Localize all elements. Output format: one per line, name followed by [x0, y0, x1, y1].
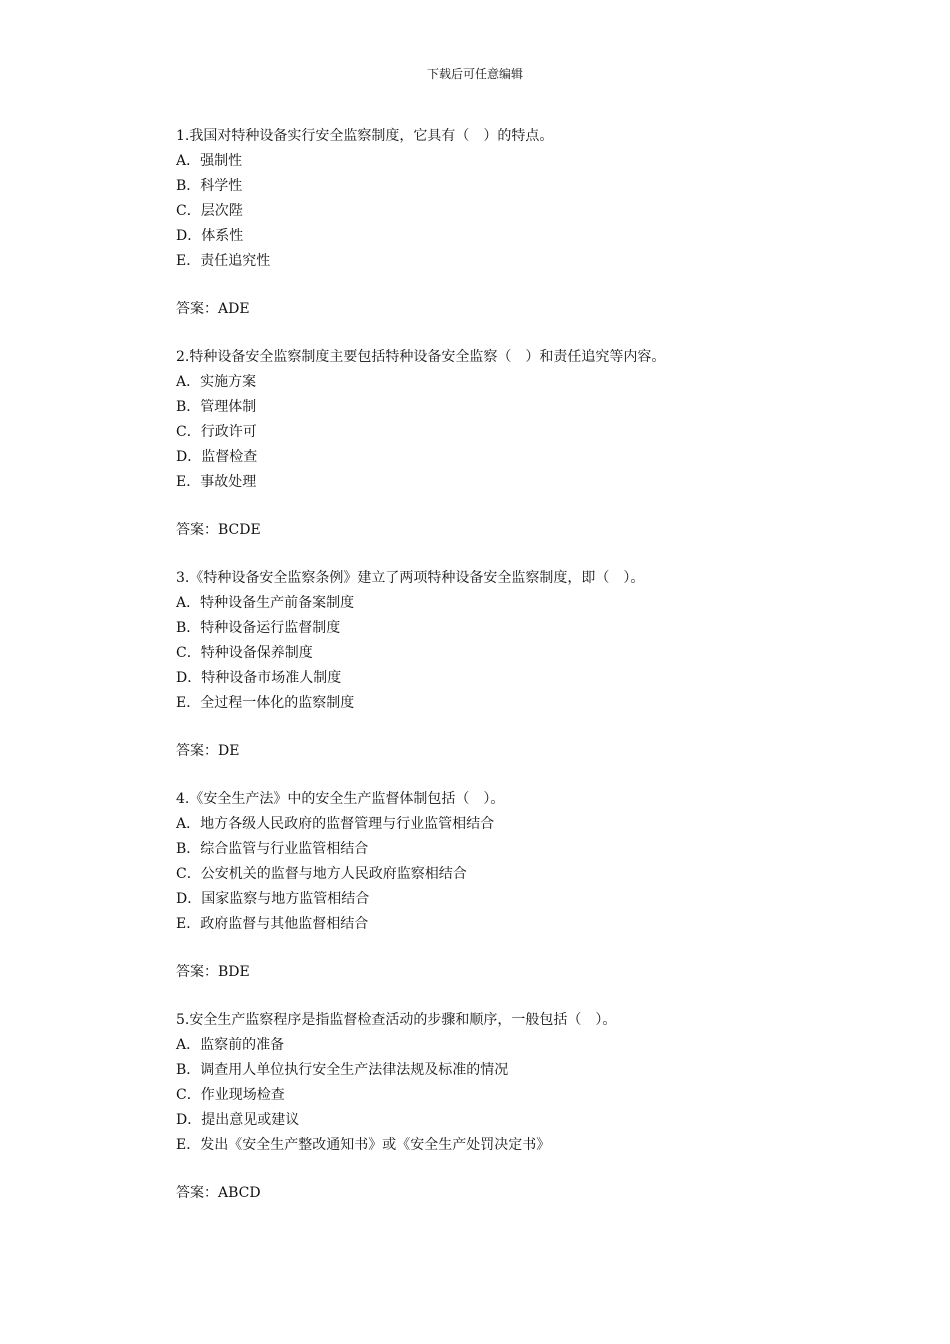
question-text: 1.我国对特种设备实行安全监察制度，它具有（ ）的特点。 [176, 128, 554, 144]
question-5 [176, 1008, 876, 1206]
option-e: E．事故处理 [176, 474, 257, 490]
answer: 答案：DE [176, 743, 240, 759]
option-e: E．政府监督与其他监督相结合 [176, 916, 369, 932]
option-d: D．国家监察与地方监管相结合 [176, 891, 370, 907]
option-e: E．责任追究性 [176, 253, 271, 269]
option-b: B．调查用人单位执行安全生产法律法规及标准的情况 [176, 1062, 509, 1078]
option-b: B．科学性 [176, 178, 243, 194]
question-text: 2.特种设备安全监察制度主要包括特种设备安全监察（ ）和责任追究等内容。 [176, 349, 666, 365]
option-c: C．层次陛 [176, 203, 243, 219]
option-c: C．作业现场检查 [176, 1087, 285, 1103]
question-1 [176, 124, 876, 322]
option-a: A．监察前的准备 [176, 1037, 285, 1053]
option-b: B．管理体制 [176, 399, 257, 415]
question-list [176, 124, 876, 1229]
option-a: A．实施方案 [176, 374, 257, 390]
page-header: 下载后可任意编辑 [426, 67, 523, 81]
option-d: D．特种设备市场准人制度 [176, 670, 342, 686]
option-d: D．体系性 [176, 228, 244, 244]
answer: 答案：BCDE [176, 522, 261, 538]
option-b: B．特种设备运行监督制度 [176, 620, 341, 636]
option-e: E．发出《安全生产整改通知书》或《安全生产处罚决定书》 [176, 1137, 551, 1153]
question-2 [176, 345, 876, 543]
answer: 答案：BDE [176, 964, 250, 980]
option-a: A．强制性 [176, 153, 243, 169]
answer: 答案：ABCD [176, 1185, 261, 1201]
option-c: C．特种设备保养制度 [176, 645, 313, 661]
question-3 [176, 566, 876, 764]
option-d: D．监督检查 [176, 449, 258, 465]
option-b: B．综合监管与行业监管相结合 [176, 841, 369, 857]
answer: 答案：ADE [176, 301, 250, 317]
option-c: C．行政许可 [176, 424, 257, 440]
option-c: C．公安机关的监督与地方人民政府监察相结合 [176, 866, 467, 882]
option-a: A．地方各级人民政府的监督管理与行业监管相结合 [176, 816, 495, 832]
question-text: 3.《特种设备安全监察条例》建立了两项特种设备安全监察制度，即（ ）。 [176, 570, 645, 586]
question-text: 4.《安全生产法》中的安全生产监督体制包括（ ）。 [176, 791, 505, 807]
option-e: E．全过程一体化的监察制度 [176, 695, 355, 711]
question-4 [176, 787, 876, 985]
option-a: A．特种设备生产前备案制度 [176, 595, 355, 611]
question-text: 5.安全生产监察程序是指监督检查活动的步骤和顺序，一般包括（ ）。 [176, 1012, 617, 1028]
option-d: D．提出意见或建议 [176, 1112, 300, 1128]
